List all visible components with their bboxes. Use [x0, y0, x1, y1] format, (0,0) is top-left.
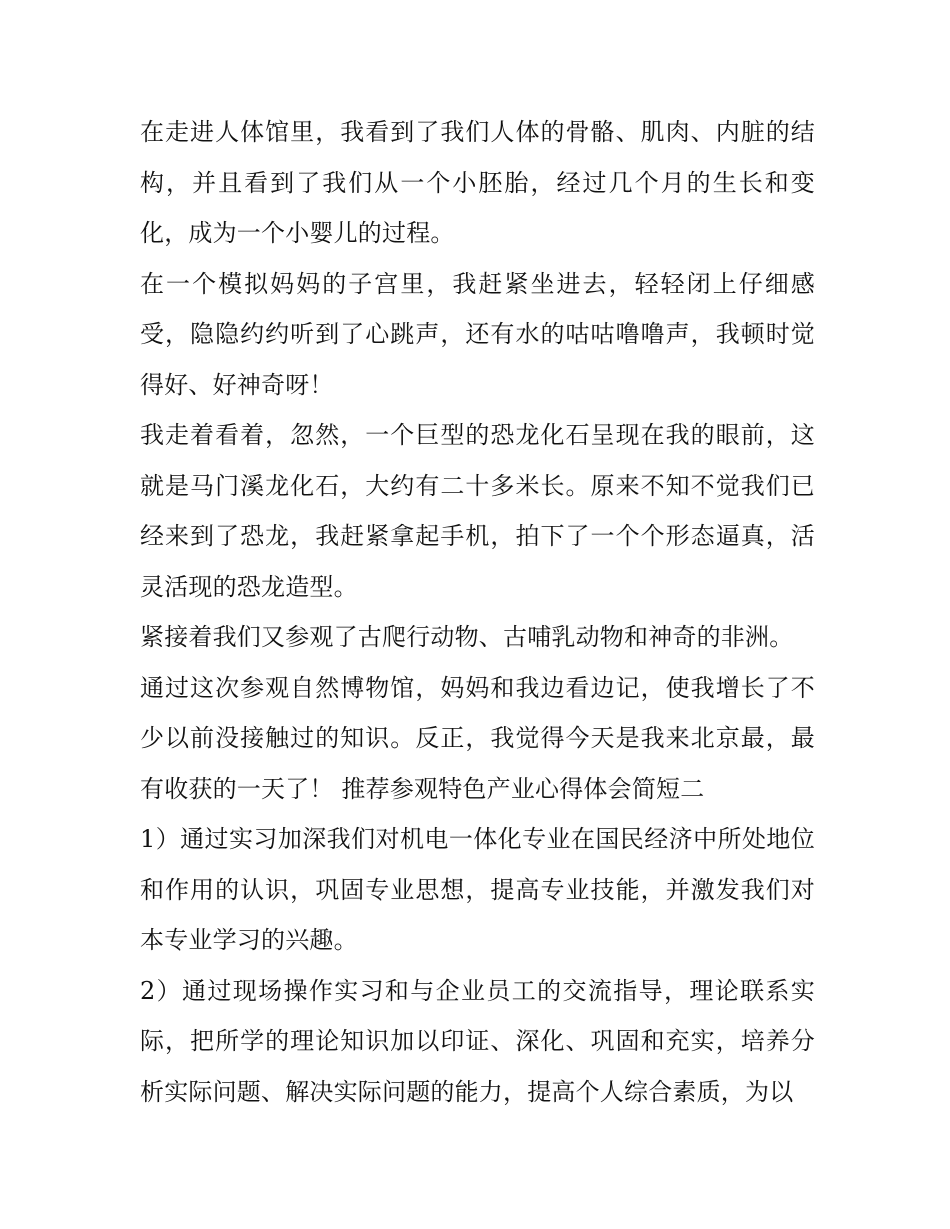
paragraph-4: 紧接着我们又参观了古爬行动物、古哺乳动物和神奇的非洲。 [140, 623, 794, 651]
paragraph-6: 1）通过实习加深我们对机电一体化专业在国民经济中所处地位和作用的认识，巩固专业思想，提高专业技能，并激发我们对本专业学习的兴趣。 [140, 825, 815, 954]
paragraph-3: 我走着看着，忽然，一个巨型的恐龙化石呈现在我的眼前，这就是马门溪龙化石，大约有二十多米长。原来不知不觉我们已经来到了恐龙，我赶紧拿起手机，拍下了一个个形态逼真，活灵活现的恐龙造型。 [140, 421, 815, 601]
paragraph-5: 通过这次参观自然博物馆，妈妈和我边看边记，使我增长了不少以前没接触过的知识。反正，我觉得今天是我来北京最，最有收获的一天了！ 推荐参观特色产业心得体会简短二 [140, 673, 815, 803]
paragraph-1: 在走进人体馆里，我看到了我们人体的骨骼、肌肉、内脏的结构，并且看到了我们从一个小胚胎，经过几个月的生长和变化，成为一个小婴儿的过程。 [140, 118, 815, 247]
document-body [140, 107, 815, 1117]
paragraph-2: 在一个模拟妈妈的子宫里，我赶紧坐进去，轻轻闭上仔细感受，隐隐约约听到了心跳声，还有水的咕咕噜噜声，我顿时觉得好、好神奇呀！ [140, 269, 815, 399]
paragraph-7: 2）通过现场操作实习和与企业员工的交流指导，理论联系实际，把所学的理论知识加以印证、深化、巩固和充实，培养分析实际问题、解决实际问题的能力，提高个人综合素质，为以 [140, 976, 815, 1106]
